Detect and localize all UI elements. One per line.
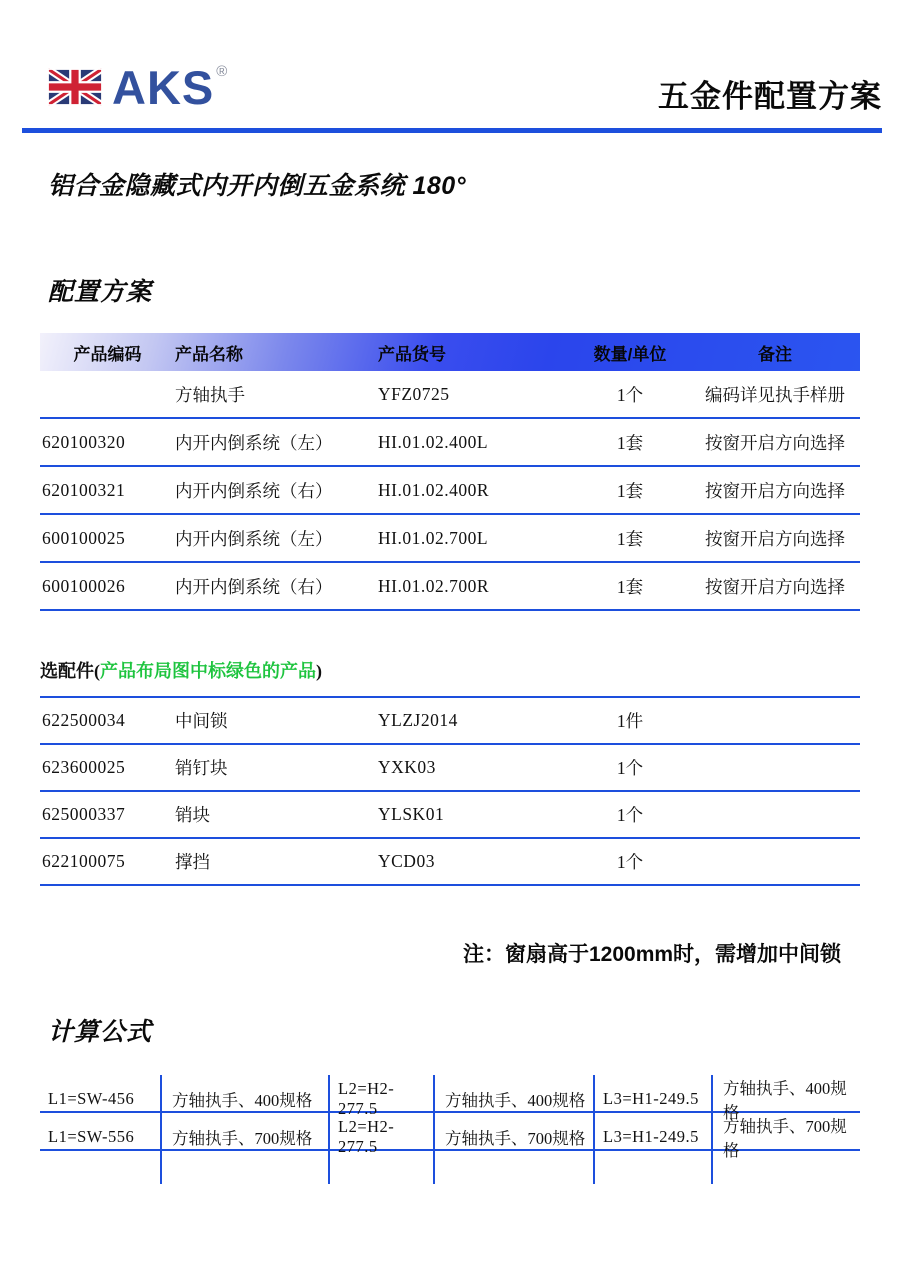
cell-product-sku: HI.01.02.400L	[378, 431, 489, 452]
cell-quantity: 1个	[616, 384, 644, 405]
formula-cell	[40, 1151, 160, 1184]
formula-desc-cell: 方轴执手、400规格	[160, 1075, 328, 1123]
page-title: 五金件配置方案	[658, 79, 882, 114]
uk-flag-icon	[48, 68, 102, 106]
header-divider	[22, 128, 882, 133]
cell-quantity: 1个	[616, 805, 644, 825]
formula-desc-cell: 方轴执手、700规格	[433, 1113, 593, 1161]
cell-product-code: 622500034	[42, 710, 126, 730]
formula-row	[40, 1113, 860, 1160]
cell-product-name: 销钉块	[175, 758, 228, 778]
formula-cell: L1=SW-556	[48, 1127, 135, 1146]
cell-product-sku: YLZJ2014	[378, 710, 458, 730]
table-row	[40, 419, 860, 467]
cell-product-name: 方轴执手	[175, 384, 245, 405]
column-header: 产品编码	[73, 344, 142, 364]
cell-product-code: 625000337	[42, 804, 126, 824]
formula-row	[40, 1075, 860, 1122]
cell-product-code: 600100026	[42, 575, 126, 596]
formula-table	[40, 1075, 860, 1184]
cell-remark: 按窗开启方向选择	[705, 432, 845, 453]
cell-remark: 按窗开启方向选择	[705, 576, 845, 597]
cell-product-sku: HI.01.02.700L	[378, 527, 489, 548]
column-header: 产品货号	[378, 344, 446, 364]
formula-cell: L3=H1-249.5	[593, 1075, 711, 1123]
table-row	[40, 839, 860, 886]
cell-remark: 按窗开启方向选择	[705, 480, 845, 501]
cell-product-code: 623600025	[42, 757, 126, 777]
formula-desc-cell	[711, 1151, 860, 1184]
brand-logo-text: AKS	[112, 60, 215, 114]
optional-parts-label	[40, 657, 322, 683]
cell-quantity: 1个	[616, 852, 644, 872]
formula-section-heading: 计算公式	[48, 1018, 153, 1046]
table-row	[40, 371, 860, 419]
cell-product-name: 内开内倒系统（左）	[175, 432, 333, 453]
formula-cell	[328, 1151, 433, 1184]
cell-product-name: 内开内倒系统（左）	[175, 528, 333, 549]
table-row	[40, 698, 860, 745]
cell-product-sku: YFZ0725	[378, 383, 450, 404]
cell-product-code: 620100320	[42, 431, 126, 452]
optional-label-suffix: )	[316, 661, 322, 681]
formula-desc-cell: 方轴执手、700规格	[160, 1113, 328, 1161]
formula-desc-cell	[160, 1151, 328, 1184]
cell-product-sku: YLSK01	[378, 804, 445, 824]
cell-product-sku: HI.01.02.700R	[378, 575, 490, 596]
formula-cell: L1=SW-456	[48, 1089, 135, 1108]
cell-quantity: 1件	[616, 711, 644, 731]
table-row	[40, 792, 860, 839]
formula-desc-cell	[433, 1151, 593, 1184]
document-subtitle: 铝合金隐藏式内开内倒五金系统 180°	[48, 172, 467, 200]
cell-product-sku: YXK03	[378, 757, 436, 777]
registered-trademark-icon: ®	[216, 62, 228, 80]
cell-product-code: 622100075	[42, 851, 126, 871]
formula-cell: L2=H2-277.5	[328, 1113, 433, 1161]
table-row	[40, 563, 860, 611]
cell-quantity: 1套	[616, 432, 644, 453]
header	[48, 58, 882, 116]
cell-quantity: 1套	[616, 480, 644, 501]
table-row	[40, 745, 860, 792]
formula-cell: L2=H2-277.5	[328, 1075, 433, 1123]
optional-label-highlight: 产品布局图中标绿色的产品	[100, 661, 316, 681]
cell-product-name: 中间锁	[175, 711, 228, 731]
cell-product-name: 内开内倒系统（右）	[175, 576, 333, 597]
configuration-table	[40, 333, 860, 611]
cell-product-sku: YCD03	[378, 851, 435, 871]
formula-row	[40, 1151, 860, 1184]
formula-desc-cell: 方轴执手、700规格	[711, 1113, 860, 1161]
cell-remark: 按窗开启方向选择	[705, 528, 845, 549]
table-header-row	[40, 333, 860, 371]
formula-desc-cell: 方轴执手、400规格	[433, 1075, 593, 1123]
note-text: 注：窗扇高于1200mm时，需增加中间锁	[463, 943, 842, 966]
table-row	[40, 515, 860, 563]
cell-product-code: 620100321	[42, 479, 126, 500]
cell-product-name: 销块	[175, 805, 210, 825]
cell-remark: 编码详见执手样册	[705, 384, 845, 405]
optional-parts-table	[40, 696, 860, 886]
config-section-heading: 配置方案	[48, 278, 153, 306]
cell-product-sku: HI.01.02.400R	[378, 479, 490, 500]
cell-product-name: 撑挡	[175, 852, 210, 872]
cell-product-code: 600100025	[42, 527, 126, 548]
column-header: 产品名称	[175, 344, 243, 364]
cell-product-name: 内开内倒系统（右）	[175, 480, 333, 501]
column-header: 备注	[758, 344, 792, 364]
formula-desc-cell: 方轴执手、400规格	[711, 1075, 860, 1123]
optional-label-prefix: 选配件(	[40, 661, 100, 681]
formula-cell	[593, 1151, 711, 1184]
column-header: 数量/单位	[593, 344, 667, 364]
cell-quantity: 1个	[616, 758, 644, 778]
cell-quantity: 1套	[616, 528, 644, 549]
table-row	[40, 467, 860, 515]
formula-cell: L3=H1-249.5	[593, 1113, 711, 1161]
cell-quantity: 1套	[616, 576, 644, 597]
